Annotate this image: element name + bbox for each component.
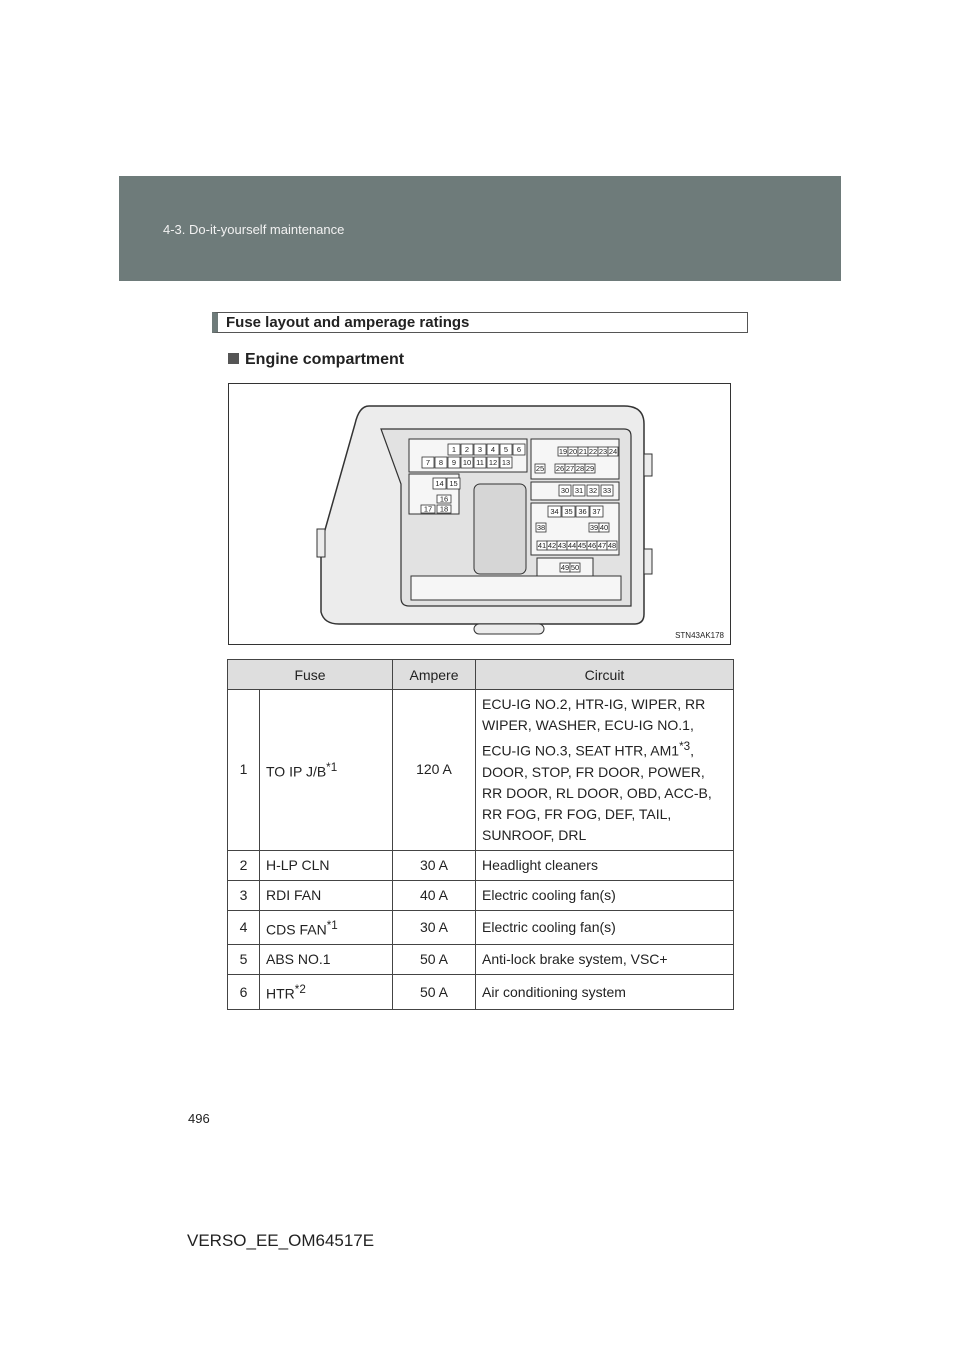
- fuse-label: 13: [501, 458, 511, 468]
- fuse-label: 38: [536, 523, 546, 533]
- fuse-ampere: 40 A: [393, 880, 476, 910]
- fuse-name: HTR$^{*2}$: [260, 975, 393, 1010]
- footer-doc-code: VERSO_EE_OM64517E: [187, 1231, 375, 1250]
- fuse-label: 34: [550, 507, 559, 517]
- fuse-label: 46: [587, 541, 597, 551]
- fuse-label: 20: [568, 447, 578, 457]
- fuse-label: 2: [464, 445, 470, 455]
- col-header-fuse: Fuse: [228, 660, 393, 690]
- fuse-label: 12: [488, 458, 498, 468]
- fuse-ampere: 30 A: [393, 910, 476, 945]
- fuse-label: 14: [435, 479, 444, 489]
- fuse-label: 47: [597, 541, 607, 551]
- fuse-ampere: 30 A: [393, 850, 476, 880]
- fuse-table: [227, 659, 734, 1010]
- fuse-name: H-LP CLN: [260, 850, 393, 880]
- fuse-label: 3: [477, 445, 483, 455]
- fuse-label: 6: [516, 445, 522, 455]
- fuse-number: 1: [228, 690, 260, 851]
- fuse-label: 7: [425, 458, 431, 468]
- fuse-label: 15: [449, 479, 458, 489]
- fuse-label: 44: [567, 541, 577, 551]
- fuse-name: RDI FAN: [260, 880, 393, 910]
- table-row: [228, 975, 734, 1010]
- fuse-label: 21: [578, 447, 588, 457]
- fuse-number: 4: [228, 910, 260, 945]
- fuse-label: 23: [598, 447, 608, 457]
- fuse-label: 9: [451, 458, 457, 468]
- fuse-ampere: 50 A: [393, 975, 476, 1010]
- fuse-label: 30: [560, 486, 570, 496]
- fuse-number: 2: [228, 850, 260, 880]
- table-row: [228, 880, 734, 910]
- fuse-circuit: Headlight cleaners: [476, 850, 734, 880]
- page-number: 496: [188, 1111, 210, 1126]
- fuse-label: 16: [439, 494, 449, 504]
- fuse-ampere: 50 A: [393, 945, 476, 975]
- fuse-label: 48: [607, 541, 617, 551]
- fuse-circuit: Air conditioning system: [476, 975, 734, 1010]
- fuse-label: 35: [564, 507, 573, 517]
- fuse-name: CDS FAN$^{*1}$: [260, 910, 393, 945]
- fuse-label: 41: [537, 541, 547, 551]
- fuse-number: 6: [228, 975, 260, 1010]
- fuse-label: 42: [547, 541, 557, 551]
- table-row: [228, 690, 734, 851]
- fuse-label: 45: [577, 541, 587, 551]
- fuse-name: ABS NO.1: [260, 945, 393, 975]
- table-row: [228, 945, 734, 975]
- fuse-label: 8: [438, 458, 444, 468]
- fuse-label: 36: [578, 507, 587, 517]
- fuse-label: 4: [490, 445, 496, 455]
- col-header-circuit: Circuit: [476, 660, 734, 690]
- fuse-label: 19: [558, 447, 568, 457]
- fuse-label: 25: [535, 464, 545, 474]
- fuse-label: 5: [503, 445, 509, 455]
- fuse-number: 5: [228, 945, 260, 975]
- fuse-label: 40: [599, 523, 609, 533]
- table-header-row: [228, 660, 734, 690]
- fuse-label: 10: [462, 458, 472, 468]
- table-row: [228, 910, 734, 945]
- fuse-number: 3: [228, 880, 260, 910]
- fuse-label: 18: [439, 504, 449, 514]
- fuse-label: 27: [565, 464, 575, 474]
- fuse-label: 50: [570, 563, 580, 573]
- fuse-label: 33: [602, 486, 612, 496]
- fuse-label: 24: [608, 447, 618, 457]
- table-row: [228, 850, 734, 880]
- fuse-name: TO IP $J/B^{*1}$: [260, 690, 393, 851]
- fuse-box-diagram: [229, 384, 730, 644]
- fuse-circuit: Electric cooling fan(s): [476, 880, 734, 910]
- fuse-label: 49: [560, 563, 570, 573]
- fuse-ampere: 120 A: [393, 690, 476, 851]
- fuse-circuit: Electric cooling fan(s): [476, 910, 734, 945]
- fuse-label: 11: [476, 458, 484, 468]
- fuse-box-figure: [228, 383, 731, 645]
- fuse-label: 37: [592, 507, 601, 517]
- fuse-label: 28: [575, 464, 585, 474]
- figure-code: STN43AK178: [675, 631, 724, 640]
- fuse-label: 1: [451, 445, 457, 455]
- section-title: Fuse layout and amperage ratings: [212, 312, 748, 333]
- fuse-label: 29: [585, 464, 595, 474]
- fuse-label: 22: [588, 447, 598, 457]
- header-section-label: 4-3. Do-it-yourself maintenance: [163, 222, 345, 237]
- fuse-label: 32: [588, 486, 598, 496]
- fuse-label: 39: [589, 523, 599, 533]
- fuse-circuit: ECU-IG NO.2, HTR-IG, WIPER, RR WIPER, WASHER, ECU-IG NO.1, ECU-IG NO.3, SEAT HTR, AM1$^{*3}$, DOOR, STOP, FR DOOR, POWER, RR DOOR, RL DOOR, OBD, ACC-B, RR FOG, FR FOG, DEF, TAIL, SUNROOF, DRL: [476, 690, 734, 851]
- square-bullet-icon: [228, 353, 239, 364]
- fuse-label: 17: [423, 504, 433, 514]
- sub-heading: Engine compartment: [228, 351, 404, 369]
- fuse-label: 26: [555, 464, 565, 474]
- col-header-ampere: Ampere: [393, 660, 476, 690]
- fuse-circuit: Anti-lock brake system, VSC+: [476, 945, 734, 975]
- fuse-label: 43: [557, 541, 567, 551]
- fuse-label: 31: [574, 486, 584, 496]
